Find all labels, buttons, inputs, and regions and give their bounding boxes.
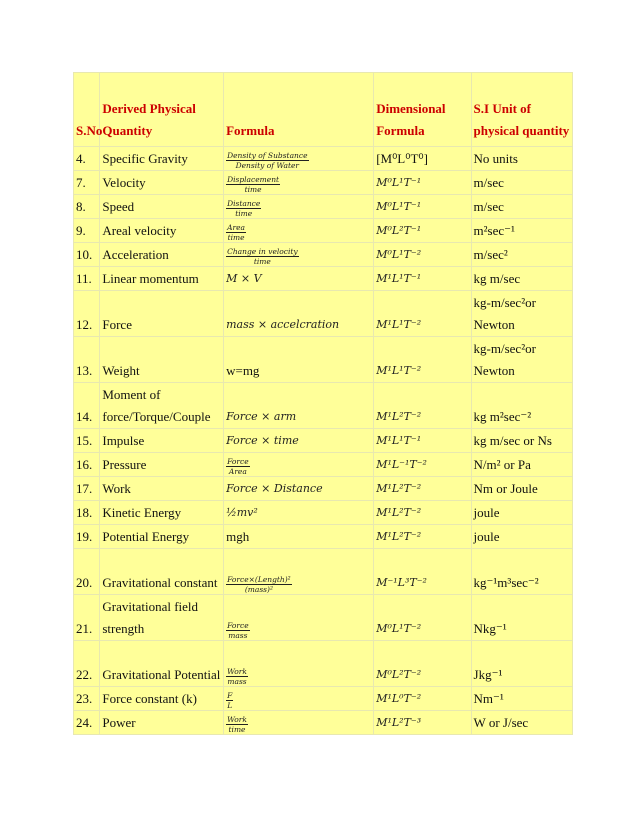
formula-cell xyxy=(224,243,374,267)
dimensional-formula: M¹L²T⁻² xyxy=(374,501,471,525)
row-number: 22. xyxy=(74,641,100,687)
row-number: 21. xyxy=(74,595,100,641)
dimensional-formula: M¹L¹T⁻¹ xyxy=(374,429,471,453)
quantity-name: Specific Gravity xyxy=(100,147,224,171)
quantity-name: Weight xyxy=(100,337,224,383)
si-unit: No units xyxy=(471,147,572,171)
table-row xyxy=(74,549,573,595)
row-number: 24. xyxy=(74,711,100,735)
dimensional-formula: M¹L¹T⁻² xyxy=(374,337,471,383)
row-number: 11. xyxy=(74,267,100,291)
formula-cell xyxy=(224,477,374,501)
quantity-name: Force constant (k) xyxy=(100,687,224,711)
si-unit: kg-m/sec²or Newton xyxy=(471,337,572,383)
row-number: 18. xyxy=(74,501,100,525)
dimensional-formula: M¹L⁻¹T⁻² xyxy=(374,453,471,477)
table-row xyxy=(74,291,573,337)
formula-cell xyxy=(224,219,374,243)
dimensional-formula: M⁰L²T⁻² xyxy=(374,641,471,687)
formula-fraction xyxy=(226,223,246,242)
quantity-name: Areal velocity xyxy=(100,219,224,243)
dimensional-formula: M¹L¹T⁻¹ xyxy=(374,267,471,291)
formula-fraction xyxy=(226,175,280,194)
row-number: 7. xyxy=(74,171,100,195)
formula-denominator: Area xyxy=(228,466,247,476)
derived-quantities-table xyxy=(73,72,573,735)
quantity-name: Linear momentum xyxy=(100,267,224,291)
formula-text: w=mg xyxy=(226,363,260,378)
derived-quantities-sheet xyxy=(73,72,573,735)
table-row xyxy=(74,147,573,171)
formula-fraction xyxy=(226,667,248,686)
table-row xyxy=(74,641,573,687)
formula-fraction xyxy=(226,715,248,734)
formula-denominator: mass xyxy=(227,676,247,686)
formula-cell xyxy=(224,641,374,687)
si-unit: N/m² or Pa xyxy=(471,453,572,477)
formula-cell xyxy=(224,429,374,453)
formula-cell xyxy=(224,383,374,429)
si-unit: m²sec⁻¹ xyxy=(471,219,572,243)
row-number: 13. xyxy=(74,337,100,383)
si-unit: kg m²sec⁻² xyxy=(471,383,572,429)
table-row xyxy=(74,711,573,735)
dimensional-formula: M⁰L¹T⁻² xyxy=(374,595,471,641)
formula-text: Force × time xyxy=(226,434,299,447)
formula-cell xyxy=(224,337,374,383)
formula-denominator: L xyxy=(227,700,233,710)
dimensional-formula: M⁰L²T⁻¹ xyxy=(374,219,471,243)
header-formula: Formula xyxy=(224,73,374,147)
row-number: 20. xyxy=(74,549,100,595)
si-unit: kg m/sec or Ns xyxy=(471,429,572,453)
formula-fraction xyxy=(226,575,292,594)
header-sno: S.No xyxy=(74,73,100,147)
formula-denominator: (mass)² xyxy=(244,584,273,594)
si-unit: kg⁻¹m³sec⁻² xyxy=(471,549,572,595)
formula-cell xyxy=(224,171,374,195)
table-row xyxy=(74,595,573,641)
si-unit: Nm or Joule xyxy=(471,477,572,501)
formula-text: mgh xyxy=(226,529,250,544)
header-quantity: Derived Physical Quantity xyxy=(100,73,224,147)
formula-denominator: time xyxy=(253,256,271,266)
formula-numerator: Distance xyxy=(227,198,261,208)
dimensional-formula: M⁰L¹T⁻² xyxy=(374,243,471,267)
row-number: 8. xyxy=(74,195,100,219)
dimensional-formula: M⁻¹L³T⁻² xyxy=(374,549,471,595)
si-unit: m/sec² xyxy=(471,243,572,267)
row-number: 9. xyxy=(74,219,100,243)
table-row xyxy=(74,243,573,267)
table-row xyxy=(74,383,573,429)
formula-text: ½mv² xyxy=(226,506,258,519)
formula-cell xyxy=(224,267,374,291)
row-number: 14. xyxy=(74,383,100,429)
formula-cell xyxy=(224,195,374,219)
formula-cell xyxy=(224,687,374,711)
si-unit: kg m/sec xyxy=(471,267,572,291)
quantity-name: Gravitational field strength xyxy=(100,595,224,641)
formula-denominator: Density of Water xyxy=(235,160,299,170)
row-number: 19. xyxy=(74,525,100,549)
si-unit: m/sec xyxy=(471,195,572,219)
formula-fraction xyxy=(226,151,308,170)
quantity-name: Velocity xyxy=(100,171,224,195)
formula-text: Force × Distance xyxy=(226,482,323,495)
table-row xyxy=(74,219,573,243)
quantity-name: Moment of force/Torque/Couple xyxy=(100,383,224,429)
table-row xyxy=(74,171,573,195)
si-unit: joule xyxy=(471,501,572,525)
quantity-name: Force xyxy=(100,291,224,337)
table-row xyxy=(74,477,573,501)
formula-numerator: Force xyxy=(227,620,249,630)
formula-fraction xyxy=(226,691,233,710)
header-unit: S.I Unit of physical quantity xyxy=(471,73,572,147)
si-unit: Nkg⁻¹ xyxy=(471,595,572,641)
table-row xyxy=(74,687,573,711)
row-number: 16. xyxy=(74,453,100,477)
si-unit: joule xyxy=(471,525,572,549)
quantity-name: Work xyxy=(100,477,224,501)
si-unit: Jkg⁻¹ xyxy=(471,641,572,687)
formula-cell xyxy=(224,291,374,337)
formula-cell xyxy=(224,501,374,525)
table-row xyxy=(74,525,573,549)
dimensional-formula: M¹L²T⁻² xyxy=(374,383,471,429)
dimensional-formula: M¹L²T⁻² xyxy=(374,477,471,501)
row-number: 12. xyxy=(74,291,100,337)
quantity-name: Potential Energy xyxy=(100,525,224,549)
formula-numerator: Force xyxy=(227,456,249,466)
formula-denominator: time xyxy=(244,184,262,194)
formula-numerator: F xyxy=(227,690,233,700)
formula-denominator: mass xyxy=(228,630,248,640)
formula-numerator: Area xyxy=(227,222,246,232)
quantity-name: Speed xyxy=(100,195,224,219)
formula-cell xyxy=(224,711,374,735)
si-unit: m/sec xyxy=(471,171,572,195)
formula-numerator: Work xyxy=(227,714,247,724)
formula-cell xyxy=(224,453,374,477)
quantity-name: Acceleration xyxy=(100,243,224,267)
dimensional-formula: M¹L¹T⁻² xyxy=(374,291,471,337)
formula-numerator: Force×(Length)² xyxy=(227,574,291,584)
quantity-name: Gravitational Potential xyxy=(100,641,224,687)
formula-denominator: time xyxy=(228,724,246,734)
formula-numerator: Change in velocity xyxy=(227,246,298,256)
quantity-name: Gravitational constant xyxy=(100,549,224,595)
table-row xyxy=(74,337,573,383)
si-unit: Nm⁻¹ xyxy=(471,687,572,711)
quantity-name: Pressure xyxy=(100,453,224,477)
table-body xyxy=(74,147,573,735)
formula-cell xyxy=(224,525,374,549)
formula-text: mass × accelcration xyxy=(226,318,340,331)
formula-numerator: Density of Substance xyxy=(227,150,308,160)
quantity-name: Impulse xyxy=(100,429,224,453)
row-number: 17. xyxy=(74,477,100,501)
dimensional-formula: M¹L²T⁻³ xyxy=(374,711,471,735)
formula-cell xyxy=(224,595,374,641)
formula-fraction xyxy=(226,457,250,476)
si-unit: W or J/sec xyxy=(471,711,572,735)
formula-denominator: time xyxy=(227,232,245,242)
dimensional-formula: M⁰L¹T⁻¹ xyxy=(374,195,471,219)
dimensional-formula: M⁰L¹T⁻¹ xyxy=(374,171,471,195)
dimensional-formula: [M⁰L⁰T⁰] xyxy=(374,147,471,171)
formula-numerator: Work xyxy=(227,666,247,676)
header-row xyxy=(74,73,573,147)
row-number: 4. xyxy=(74,147,100,171)
table-row xyxy=(74,195,573,219)
formula-text: M × V xyxy=(226,272,262,285)
row-number: 10. xyxy=(74,243,100,267)
table-row xyxy=(74,501,573,525)
dimensional-formula: M¹L²T⁻² xyxy=(374,525,471,549)
formula-text: Force × arm xyxy=(226,410,297,423)
formula-denominator: time xyxy=(235,208,253,218)
dimensional-formula: M¹L⁰T⁻² xyxy=(374,687,471,711)
si-unit: kg-m/sec²or Newton xyxy=(471,291,572,337)
quantity-name: Kinetic Energy xyxy=(100,501,224,525)
table-row xyxy=(74,429,573,453)
quantity-name: Power xyxy=(100,711,224,735)
row-number: 23. xyxy=(74,687,100,711)
formula-fraction xyxy=(226,621,250,640)
table-row xyxy=(74,267,573,291)
formula-cell xyxy=(224,147,374,171)
row-number: 15. xyxy=(74,429,100,453)
header-dimensional: Dimensional Formula xyxy=(374,73,471,147)
formula-cell xyxy=(224,549,374,595)
formula-numerator: Displacement xyxy=(227,174,280,184)
table-row xyxy=(74,453,573,477)
formula-fraction xyxy=(226,199,261,218)
formula-fraction xyxy=(226,247,299,266)
